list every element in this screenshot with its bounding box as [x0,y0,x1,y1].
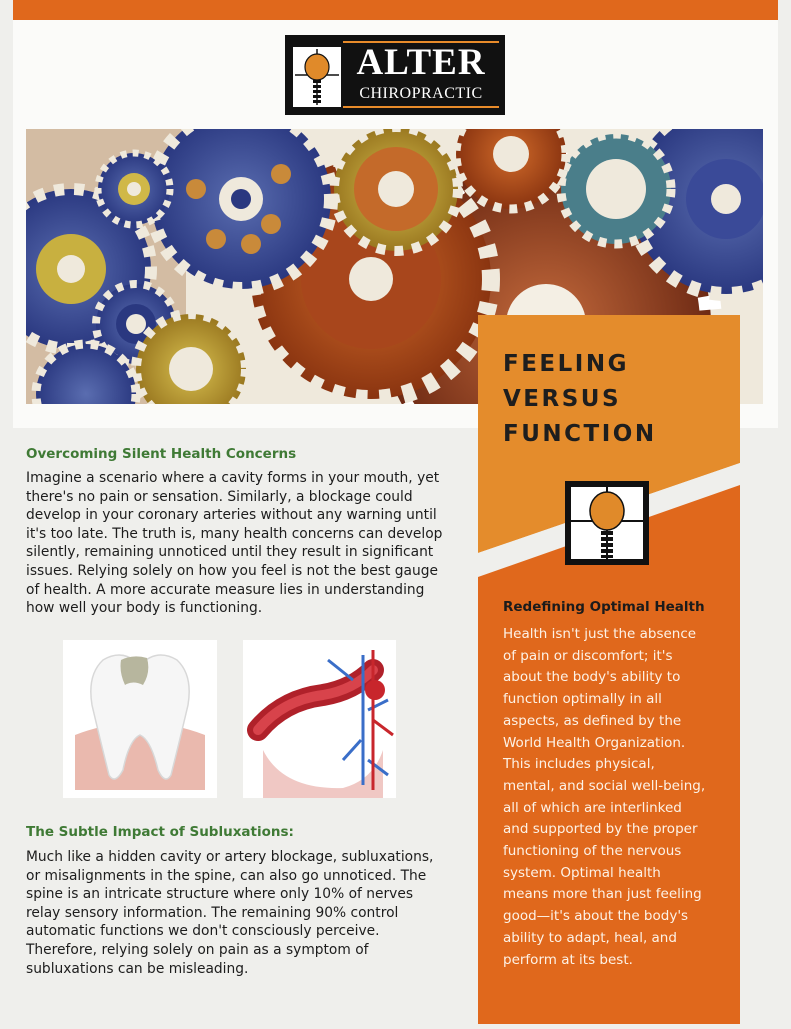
title-line-1: FEELING [503,351,629,377]
title-line-2: VERSUS [503,386,622,412]
artery-image [243,640,396,798]
logo-head-spine-icon [293,47,341,107]
head-spine-icon [565,481,649,565]
tooth-cavity-image [63,640,217,798]
logo-tagline: CHIROPRACTIC [359,85,483,102]
logo-name: ALTER [356,42,486,83]
feature-title [503,347,723,452]
title-line-3: FUNCTION [503,421,657,447]
top-accent-bar [13,0,778,20]
side-body-text: Health isn't just the absence of pain or discomfort; it's about the body's ability to function optimally in all aspects, as defined by the World Health Organization. This includes physical, mental, and social well-being, all of which are interlinked and supported by the proper functioning of the nervous system. Optimal health means more than just feeling good—it's about the body's ability to adapt, heal, and perform at its best. [503,626,706,968]
section1-body: Imagine a scenario where a cavity forms in your mouth, yet there's no pain or sensation. Similarly, a blockage could develop in your coronary arteries without any warning until it's too late. The truth is, many health concerns can develop silently, remaining unnoticed until they result in significant issues. Relying solely on how you feel is not the best gauge of health. A more accurate measure lies in understanding how well your body is functioning. [26,470,443,617]
alter-chiropractic-logo [285,35,505,115]
section2-body: Much like a hidden cavity or artery blockage, subluxations, or misalignments in the spine, can also go unnoticed. The spine is an intricate structure where only 10% of nerves relay sensory information. The remaining 90% control automatic functions we don't consciously perceive. Therefore, relying solely on pain as a symptom of subluxations can be misleading. [26,849,434,977]
section1-heading: Overcoming Silent Health Concerns [26,446,297,462]
side-heading: Redefining Optimal Health [503,599,705,615]
section2-heading: The Subtle Impact of Subluxations: [26,824,294,840]
